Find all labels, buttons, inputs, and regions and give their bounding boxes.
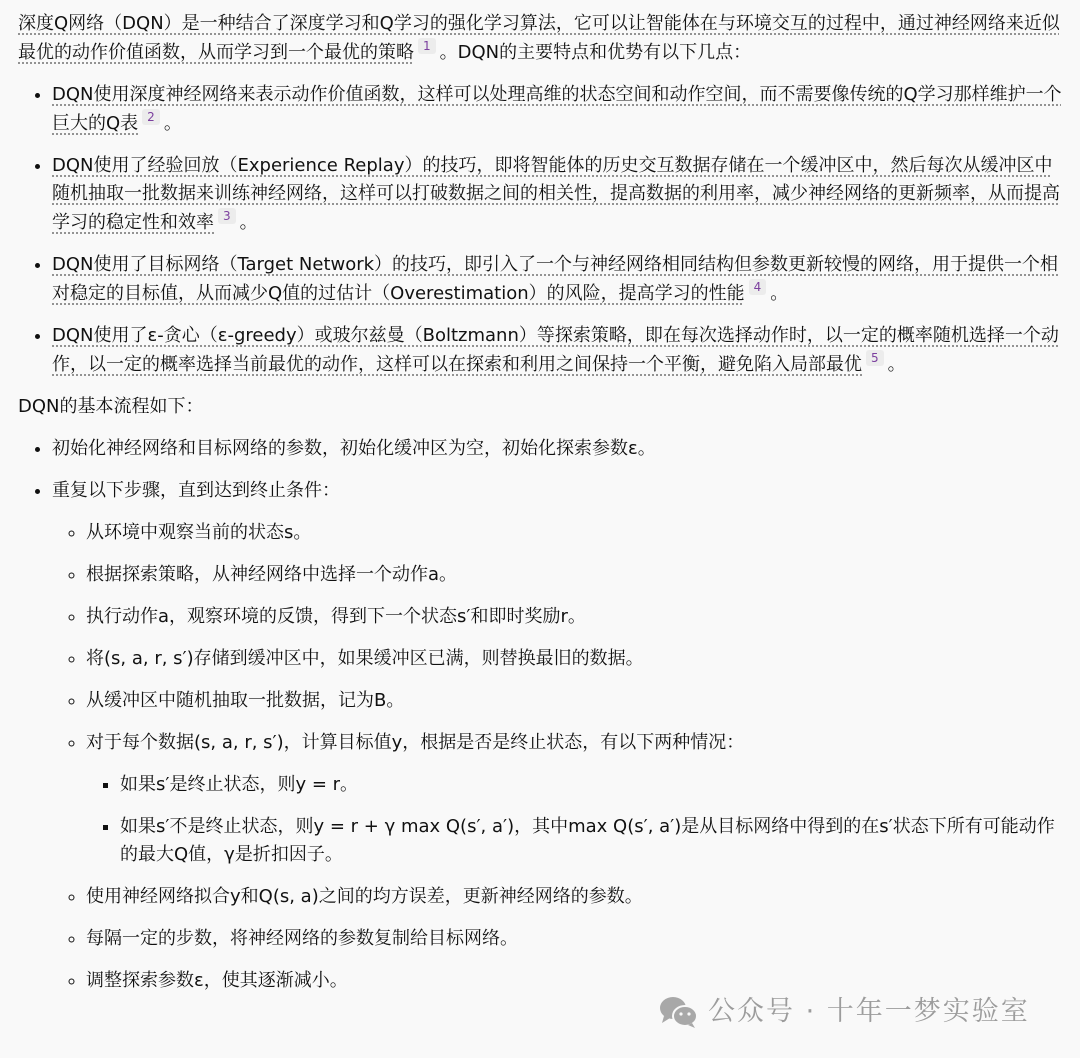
list-item bbox=[52, 322, 1066, 379]
list-item bbox=[52, 81, 1066, 138]
list-item: ◦ 根据探索策略，从神经网络中选择一个动作a。 bbox=[86, 561, 1066, 589]
citation-2[interactable]: 2 bbox=[142, 109, 160, 125]
list-item bbox=[86, 729, 1066, 869]
feature-text: DQN使用了经验回放（Experience Replay）的技巧，即将智能体的历史交互数据存储在一个缓冲区中，然后每次从缓冲区中随机抽取一批数据来训练神经网络，这样可以打破数据之间的相关性，提高数据的利用率，减少神经网络的更新频率，从而提高学习的稳定性和效率 bbox=[52, 155, 1060, 233]
feature-text: DQN使用了ε-贪心（ε-greedy）或玻尔兹曼（Boltzmann）等探索策略，即在每次选择动作时，以一定的概率随机选择一个动作，以一定的概率选择当前最优的动作，这样可以在探索和利用之间保持一个平衡，避免陷入局部最优 bbox=[52, 325, 1059, 375]
intro-tail: 。DQN的主要特点和优势有以下几点： bbox=[439, 42, 752, 63]
step-list bbox=[52, 519, 1066, 995]
repeat-text: 重复以下步骤，直到达到终止条件： bbox=[52, 480, 340, 501]
list-item: ▪ 如果s′是终止状态，则y = r。 bbox=[120, 771, 1066, 799]
intro-paragraph bbox=[18, 10, 1066, 67]
step-text: 对于每个数据(s, a, r, s′)，计算目标值y，根据是否是终止状态，有以下两种情况： bbox=[86, 732, 745, 753]
feature-tail: 。 bbox=[239, 212, 258, 233]
intro-text: 深度Q网络（DQN）是一种结合了深度学习和Q学习的强化学习算法，它可以让智能体在与环境交互的过程中，通过神经网络来近似最优的动作价值函数，从而学习到一个最优的策略 bbox=[18, 13, 1060, 63]
watermark-text: 公众号 · 十年一梦实验室 bbox=[708, 996, 1030, 1027]
citation-5[interactable]: 5 bbox=[866, 350, 884, 366]
feature-tail: 。 bbox=[163, 113, 182, 134]
flow-list bbox=[18, 435, 1066, 995]
citation-4[interactable]: 4 bbox=[749, 279, 767, 295]
citation-1[interactable]: 1 bbox=[418, 38, 436, 54]
list-item: ▪ 如果s′不是终止状态，则y = r + γ max Q(s′, a′)，其中max Q(s′, a′)是从目标网络中得到的在s′状态下所有可能动作的最大Q值，γ是折扣因子。 bbox=[120, 813, 1066, 869]
list-item: ◦ 使用神经网络拟合y和Q(s, a)之间的均方误差，更新神经网络的参数。 bbox=[86, 883, 1066, 911]
feature-text: DQN使用深度神经网络来表示动作价值函数，这样可以处理高维的状态空间和动作空间，而不需要像传统的Q学习那样维护一个巨大的Q表 bbox=[52, 84, 1062, 134]
list-item bbox=[52, 152, 1066, 237]
list-item bbox=[52, 477, 1066, 995]
list-item: ◦ 从缓冲区中随机抽取一批数据，记为B。 bbox=[86, 687, 1066, 715]
list-item: ◦ 从环境中观察当前的状态s。 bbox=[86, 519, 1066, 547]
list-item: ◦ 每隔一定的步数，将神经网络的参数复制给目标网络。 bbox=[86, 925, 1066, 953]
list-item: ◦ 执行动作a，观察环境的反馈，得到下一个状态s′和即时奖励r。 bbox=[86, 603, 1066, 631]
citation-3[interactable]: 3 bbox=[218, 208, 236, 224]
feature-tail: 。 bbox=[770, 283, 789, 304]
list-item: ◦ 调整探索参数ε，使其逐渐减小。 bbox=[86, 967, 1066, 995]
feature-tail: 。 bbox=[887, 354, 906, 375]
list-item: • 初始化神经网络和目标网络的参数，初始化缓冲区为空，初始化探索参数ε。 bbox=[52, 435, 1066, 463]
watermark bbox=[658, 995, 1030, 1029]
list-item: ◦ 将(s, a, r, s′)存储到缓冲区中，如果缓冲区已满，则替换最旧的数据。 bbox=[86, 645, 1066, 673]
wechat-icon bbox=[658, 995, 700, 1029]
feature-text: DQN使用了目标网络（Target Network）的技巧，即引入了一个与神经网络相同结构但参数更新较慢的网络，用于提供一个相对稳定的目标值，从而减少Q值的过估计（Overestimation）的风险，提高学习的性能 bbox=[52, 254, 1059, 304]
flow-title: DQN的基本流程如下： bbox=[18, 396, 204, 417]
list-item bbox=[52, 251, 1066, 308]
case-list bbox=[86, 771, 1066, 869]
feature-list bbox=[18, 81, 1066, 379]
